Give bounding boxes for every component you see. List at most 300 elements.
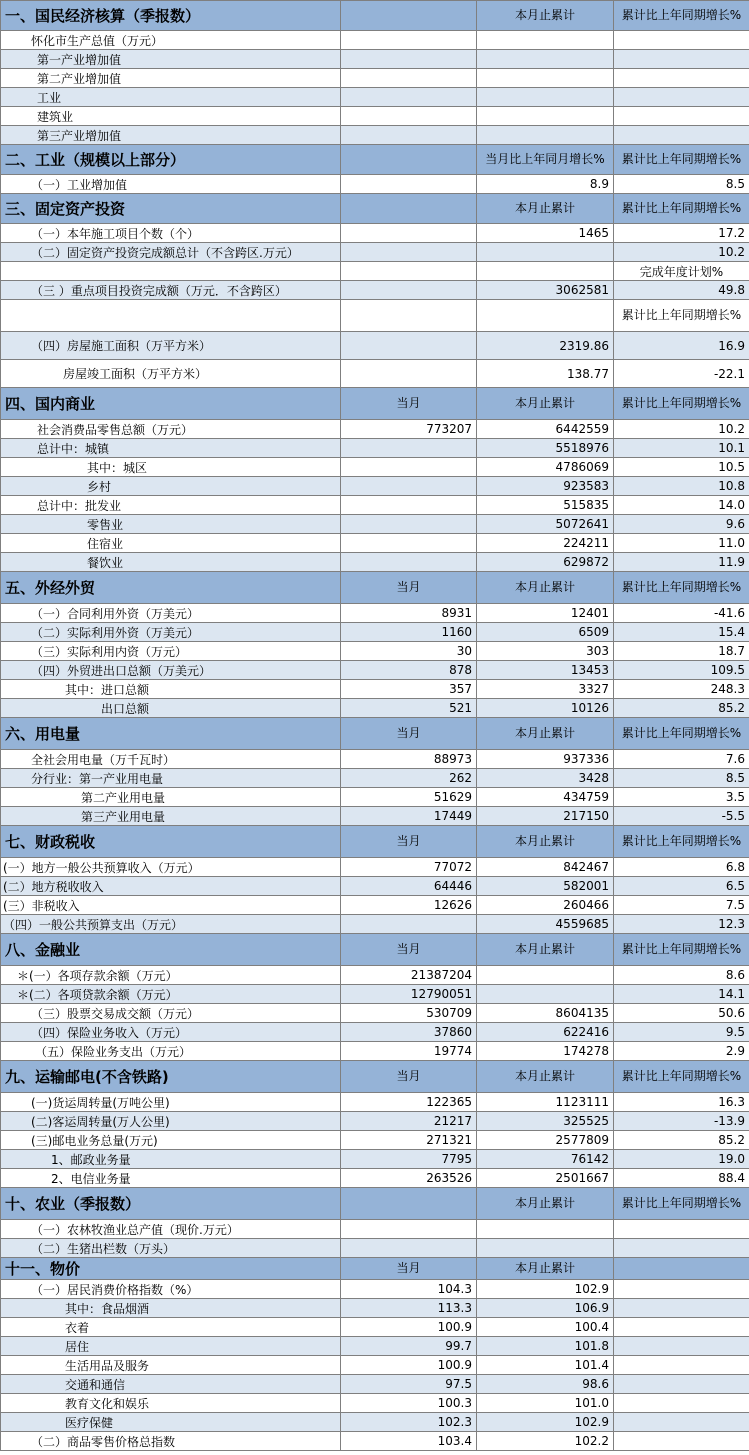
row-value: 2501667 [477, 1169, 614, 1188]
row-value: 49.8 [614, 281, 749, 300]
row-value [341, 50, 477, 69]
row-label: 第一产业增加值 [1, 50, 341, 69]
row-value: 3062581 [477, 281, 614, 300]
row-value [341, 458, 477, 477]
row-value: 11.9 [614, 553, 749, 572]
column-header [614, 1258, 749, 1280]
row-value: 102.3 [341, 1413, 477, 1432]
row-value [341, 300, 477, 332]
table-row [1, 175, 749, 194]
row-value: 103.4 [341, 1432, 477, 1451]
row-value: 8.6 [614, 966, 749, 985]
table-row [1, 877, 749, 896]
row-value [614, 1337, 749, 1356]
row-value: 88973 [341, 750, 477, 769]
row-value [341, 88, 477, 107]
table-row [1, 858, 749, 877]
section-header-s8 [1, 934, 749, 966]
row-label: （一）本年施工项目个数（个） [1, 224, 341, 243]
section-title: 九、运输邮电(不含铁路) [1, 1061, 341, 1093]
column-header: 本月止累计 [477, 388, 614, 420]
table-row [1, 1394, 749, 1413]
row-value: 102.9 [477, 1280, 614, 1299]
row-label: 1、邮政业务量 [1, 1150, 341, 1169]
row-value: 515835 [477, 496, 614, 515]
section-title: 十、农业（季报数） [1, 1188, 341, 1220]
row-value: 773207 [341, 420, 477, 439]
row-label: 第二产业用电量 [1, 788, 341, 807]
row-value: 17.2 [614, 224, 749, 243]
row-value: -5.5 [614, 807, 749, 826]
row-value: 8.9 [477, 175, 614, 194]
table-row [1, 915, 749, 934]
row-value [341, 126, 477, 145]
row-value [614, 1394, 749, 1413]
row-value: 51629 [341, 788, 477, 807]
row-value: 30 [341, 642, 477, 661]
row-value: 18.7 [614, 642, 749, 661]
row-value: 629872 [477, 553, 614, 572]
row-value: 113.3 [341, 1299, 477, 1318]
row-label: （一）合同利用外资（万美元） [1, 604, 341, 623]
table-row [1, 477, 749, 496]
table-row [1, 1356, 749, 1375]
row-label: 总计中：城镇 [1, 439, 341, 458]
row-value: 6509 [477, 623, 614, 642]
section-title: 三、固定资产投资 [1, 194, 341, 224]
row-label: 餐饮业 [1, 553, 341, 572]
row-label: （一）农林牧渔业总产值（现价.万元） [1, 1220, 341, 1239]
row-value: 3428 [477, 769, 614, 788]
row-label: （二）生猪出栏数（万头） [1, 1239, 341, 1258]
row-value: 10.5 [614, 458, 749, 477]
row-value: 260466 [477, 896, 614, 915]
row-value: 1160 [341, 623, 477, 642]
column-header: 本月止累计 [477, 1061, 614, 1093]
table-row [1, 69, 749, 88]
table-row [1, 1413, 749, 1432]
column-header: 累计比上年同期增长% [614, 194, 749, 224]
table-row [1, 623, 749, 642]
row-value [477, 262, 614, 281]
column-header: 本月止累计 [477, 1258, 614, 1280]
row-value [341, 915, 477, 934]
row-label: 建筑业 [1, 107, 341, 126]
row-value: 16.9 [614, 332, 749, 360]
row-value: 303 [477, 642, 614, 661]
row-value: 3327 [477, 680, 614, 699]
row-value: 完成年度计划% [614, 262, 749, 281]
column-header: 当月 [341, 718, 477, 750]
row-label: 其中：进口总额 [1, 680, 341, 699]
row-value [477, 126, 614, 145]
row-value: 8604135 [477, 1004, 614, 1023]
row-value [477, 31, 614, 50]
row-label: (一)货运周转量(万吨公里) [1, 1093, 341, 1112]
column-header: 累计比上年同期增长% [614, 934, 749, 966]
row-label: （二）实际利用外资（万美元） [1, 623, 341, 642]
row-value: 357 [341, 680, 477, 699]
row-value: 5518976 [477, 439, 614, 458]
row-label: （三 ）重点项目投资完成额（万元．不含跨区） [1, 281, 341, 300]
table-row [1, 439, 749, 458]
row-label: 衣着 [1, 1318, 341, 1337]
row-value: 6442559 [477, 420, 614, 439]
table-row [1, 1318, 749, 1337]
row-value: 6.8 [614, 858, 749, 877]
row-label: (三）非税收入 [1, 896, 341, 915]
column-header: 本月止累计 [477, 1188, 614, 1220]
row-value [341, 243, 477, 262]
row-value: 842467 [477, 858, 614, 877]
row-value [614, 88, 749, 107]
row-value: 2319.86 [477, 332, 614, 360]
row-value: 12626 [341, 896, 477, 915]
row-label: 其中：食品烟酒 [1, 1299, 341, 1318]
row-value: 4559685 [477, 915, 614, 934]
table-row [1, 750, 749, 769]
row-value: 521 [341, 699, 477, 718]
row-value: 19.0 [614, 1150, 749, 1169]
row-value: 50.6 [614, 1004, 749, 1023]
row-value: 12.3 [614, 915, 749, 934]
table-row [1, 31, 749, 50]
row-label: ＊(二）各项贷款余额（万元） [1, 985, 341, 1004]
row-value: 224211 [477, 534, 614, 553]
statistics-table-body [1, 1, 749, 1451]
row-value: 19774 [341, 1042, 477, 1061]
column-header: 当月 [341, 572, 477, 604]
section-header-s10 [1, 1188, 749, 1220]
row-label: 第三产业增加值 [1, 126, 341, 145]
row-value: 102.2 [477, 1432, 614, 1451]
row-label: 交通和通信 [1, 1375, 341, 1394]
row-label: (二）地方税收收入 [1, 877, 341, 896]
table-row [1, 788, 749, 807]
row-label: (二)客运周转量(万人公里) [1, 1112, 341, 1131]
row-value [614, 1280, 749, 1299]
row-value: 7.6 [614, 750, 749, 769]
row-value [341, 553, 477, 572]
table-row [1, 1093, 749, 1112]
row-value: 434759 [477, 788, 614, 807]
table-row [1, 360, 749, 388]
row-label: 出口总额 [1, 699, 341, 718]
section-title: 一、国民经济核算（季报数） [1, 1, 341, 31]
section-header-s6 [1, 718, 749, 750]
table-row [1, 807, 749, 826]
row-value: 累计比上年同期增长% [614, 300, 749, 332]
table-row [1, 332, 749, 360]
row-value [477, 1220, 614, 1239]
row-value [341, 107, 477, 126]
row-value: -13.9 [614, 1112, 749, 1131]
row-value [477, 107, 614, 126]
row-label: 总计中：批发业 [1, 496, 341, 515]
row-label: 零售业 [1, 515, 341, 534]
row-value: 8931 [341, 604, 477, 623]
row-label [1, 262, 341, 281]
row-value [341, 534, 477, 553]
row-value: 11.0 [614, 534, 749, 553]
column-header: 累计比上年同期增长% [614, 145, 749, 175]
row-value [614, 1432, 749, 1451]
table-row [1, 224, 749, 243]
section-title: 二、工业（规模以上部分） [1, 145, 341, 175]
row-label: （二）固定资产投资完成额总计（不含跨区.万元） [1, 243, 341, 262]
row-value: 10.8 [614, 477, 749, 496]
row-value: 6.5 [614, 877, 749, 896]
row-value: 12401 [477, 604, 614, 623]
table-row [1, 680, 749, 699]
row-value [341, 439, 477, 458]
row-value: 7795 [341, 1150, 477, 1169]
row-value: 109.5 [614, 661, 749, 680]
row-value: 85.2 [614, 1131, 749, 1150]
table-row [1, 896, 749, 915]
table-row [1, 661, 749, 680]
row-value [477, 300, 614, 332]
section-header-s2 [1, 145, 749, 175]
column-header: 本月止累计 [477, 826, 614, 858]
row-value: 102.9 [477, 1413, 614, 1432]
column-header [341, 194, 477, 224]
column-header: 本月止累计 [477, 194, 614, 224]
table-row [1, 985, 749, 1004]
column-header [341, 1188, 477, 1220]
column-header: 累计比上年同期增长% [614, 388, 749, 420]
column-header: 本月止累计 [477, 1, 614, 31]
section-title: 五、外经外贸 [1, 572, 341, 604]
row-label: 其中：城区 [1, 458, 341, 477]
table-row [1, 50, 749, 69]
row-label: 乡村 [1, 477, 341, 496]
row-value: 17449 [341, 807, 477, 826]
table-row [1, 107, 749, 126]
row-label: 房屋竣工面积（万平方米） [1, 360, 341, 388]
table-row [1, 699, 749, 718]
row-label: 生活用品及服务 [1, 1356, 341, 1375]
row-label: （五）保险业务支出（万元） [1, 1042, 341, 1061]
table-row [1, 1023, 749, 1042]
row-value: 16.3 [614, 1093, 749, 1112]
row-value: 8.5 [614, 769, 749, 788]
row-value: 88.4 [614, 1169, 749, 1188]
row-value: 1465 [477, 224, 614, 243]
row-value: 1123111 [477, 1093, 614, 1112]
table-row [1, 553, 749, 572]
row-value: 2577809 [477, 1131, 614, 1150]
row-value: 14.0 [614, 496, 749, 515]
row-value: 5072641 [477, 515, 614, 534]
row-value [341, 262, 477, 281]
row-value: 98.6 [477, 1375, 614, 1394]
table-row [1, 1299, 749, 1318]
row-value: 104.3 [341, 1280, 477, 1299]
row-value: 97.5 [341, 1375, 477, 1394]
column-header: 累计比上年同期增长% [614, 1, 749, 31]
row-value: 15.4 [614, 623, 749, 642]
row-value: 923583 [477, 477, 614, 496]
row-value: 217150 [477, 807, 614, 826]
row-value [341, 281, 477, 300]
row-value [614, 1318, 749, 1337]
row-value [614, 1220, 749, 1239]
row-value: 21387204 [341, 966, 477, 985]
column-header: 本月止累计 [477, 718, 614, 750]
column-header [341, 145, 477, 175]
row-value: 8.5 [614, 175, 749, 194]
section-header-s9 [1, 1061, 749, 1093]
section-title: 七、财政税收 [1, 826, 341, 858]
row-label: 怀化市生产总值（万元） [1, 31, 341, 50]
row-value: 37860 [341, 1023, 477, 1042]
row-value [477, 985, 614, 1004]
table-row [1, 769, 749, 788]
row-label: （四）一般公共预算支出（万元） [1, 915, 341, 934]
table-row [1, 966, 749, 985]
row-value: 100.9 [341, 1318, 477, 1337]
column-header: 累计比上年同期增长% [614, 718, 749, 750]
table-row [1, 1432, 749, 1451]
row-value: 100.4 [477, 1318, 614, 1337]
row-value: 878 [341, 661, 477, 680]
row-label: （三）实际利用内资（万元） [1, 642, 341, 661]
row-label: ＊(一）各项存款余额（万元） [1, 966, 341, 985]
row-value [341, 69, 477, 88]
row-label: （二）商品零售价格总指数 [1, 1432, 341, 1451]
row-value [477, 966, 614, 985]
section-header-s4 [1, 388, 749, 420]
row-value: 122365 [341, 1093, 477, 1112]
row-value [341, 332, 477, 360]
row-value: 325525 [477, 1112, 614, 1131]
row-value: 99.7 [341, 1337, 477, 1356]
section-title: 八、金融业 [1, 934, 341, 966]
row-label: 工业 [1, 88, 341, 107]
table-row [1, 1150, 749, 1169]
column-header: 本月止累计 [477, 934, 614, 966]
row-value [614, 1239, 749, 1258]
column-header: 本月止累计 [477, 572, 614, 604]
row-value: 9.5 [614, 1023, 749, 1042]
column-header: 累计比上年同期增长% [614, 1061, 749, 1093]
table-row [1, 1337, 749, 1356]
row-value [614, 69, 749, 88]
row-value: 101.0 [477, 1394, 614, 1413]
row-value: 622416 [477, 1023, 614, 1042]
table-row [1, 496, 749, 515]
row-value: -22.1 [614, 360, 749, 388]
column-header [341, 1, 477, 31]
row-value: 10.2 [614, 243, 749, 262]
row-value [614, 50, 749, 69]
row-value [477, 69, 614, 88]
row-value [477, 88, 614, 107]
table-row [1, 1239, 749, 1258]
row-value: 248.3 [614, 680, 749, 699]
row-label: 2、电信业务量 [1, 1169, 341, 1188]
row-label: （一）居民消费价格指数（%） [1, 1280, 341, 1299]
table-row [1, 458, 749, 477]
row-value [614, 1413, 749, 1432]
row-value: 77072 [341, 858, 477, 877]
table-row [1, 604, 749, 623]
section-title: 四、国内商业 [1, 388, 341, 420]
row-label: 居住 [1, 1337, 341, 1356]
row-value: 101.4 [477, 1356, 614, 1375]
table-row [1, 262, 749, 281]
row-value [614, 107, 749, 126]
row-value: 64446 [341, 877, 477, 896]
row-value: 106.9 [477, 1299, 614, 1318]
row-label: 医疗保健 [1, 1413, 341, 1432]
row-value: 4786069 [477, 458, 614, 477]
row-value: 263526 [341, 1169, 477, 1188]
row-value: 530709 [341, 1004, 477, 1023]
column-header: 累计比上年同期增长% [614, 572, 749, 604]
row-value: 3.5 [614, 788, 749, 807]
section-header-s3 [1, 194, 749, 224]
row-value: 100.9 [341, 1356, 477, 1375]
section-header-s5 [1, 572, 749, 604]
row-value [614, 1356, 749, 1375]
row-value: 937336 [477, 750, 614, 769]
row-value: 10.2 [614, 420, 749, 439]
row-label: （四）外贸进出口总额（万美元） [1, 661, 341, 680]
row-value: 262 [341, 769, 477, 788]
row-label: 第二产业增加值 [1, 69, 341, 88]
section-header-s1 [1, 1, 749, 31]
table-row [1, 88, 749, 107]
row-value [614, 1299, 749, 1318]
row-value [341, 1220, 477, 1239]
row-value [614, 31, 749, 50]
table-row [1, 642, 749, 661]
row-value [614, 126, 749, 145]
column-header: 累计比上年同期增长% [614, 826, 749, 858]
column-header: 当月 [341, 388, 477, 420]
row-value: 7.5 [614, 896, 749, 915]
row-label: 住宿业 [1, 534, 341, 553]
row-value [341, 477, 477, 496]
row-label: （三）股票交易成交额（万元） [1, 1004, 341, 1023]
row-value: 10126 [477, 699, 614, 718]
section-header-s7 [1, 826, 749, 858]
table-row [1, 1375, 749, 1394]
table-row [1, 1112, 749, 1131]
table-row [1, 1131, 749, 1150]
table-row [1, 1280, 749, 1299]
table-row [1, 300, 749, 332]
table-row [1, 1169, 749, 1188]
row-label: 第三产业用电量 [1, 807, 341, 826]
row-label: （一）工业增加值 [1, 175, 341, 194]
row-value [341, 496, 477, 515]
table-row [1, 281, 749, 300]
row-value: 101.8 [477, 1337, 614, 1356]
table-row [1, 1220, 749, 1239]
column-header: 当月比上年同月增长% [477, 145, 614, 175]
table-row [1, 515, 749, 534]
table-row [1, 420, 749, 439]
row-value [477, 50, 614, 69]
column-header: 当月 [341, 1258, 477, 1280]
row-value: 14.1 [614, 985, 749, 1004]
row-value [477, 243, 614, 262]
row-value [341, 1239, 477, 1258]
section-title: 十一、物价 [1, 1258, 341, 1280]
